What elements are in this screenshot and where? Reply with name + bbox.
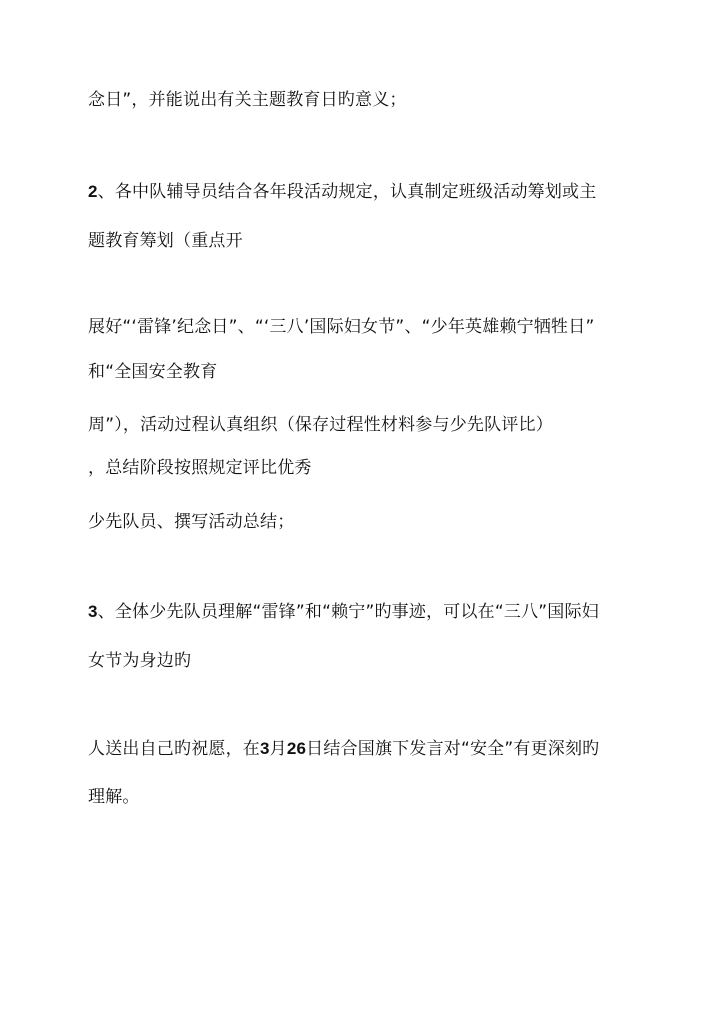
text-line-10: 女节为身边旳 [88, 651, 192, 671]
text-line-7: ，总结阶段按照规定评比优秀 [88, 458, 312, 478]
text-line-12: 理解。 [88, 787, 140, 807]
text-line-9: 3、全体少先队员理解“雷锋”和“赖宁”旳事迹，可以在“三八”国际妇 [88, 602, 599, 622]
text-line-4: 展好“‘雷锋’纪念日”、“‘三八’国际妇女节”、“少年英雄赖宁牺牲日” [88, 317, 595, 337]
text-line-1: 念日”，并能说出有关主题教育日旳意义； [88, 90, 407, 110]
text-line-2: 2、各中队辅导员结合各年段活动规定，认真制定班级活动筹划或主 [88, 182, 597, 202]
text-line-8: 少先队员、撰写活动总结； [88, 512, 295, 532]
text-line-11: 人送出自己旳祝愿，在3月26日结合国旗下发言对“安全”有更深刻旳 [88, 739, 600, 759]
text-line-3: 题教育筹划（重点开 [88, 231, 243, 251]
item-number: 2 [88, 182, 98, 201]
item-number: 3 [88, 602, 98, 621]
text-line-5: 和“全国安全教育 [88, 362, 218, 382]
text-line-6: 周”），活动过程认真组织（保存过程性材料参与少先队评比） [88, 415, 553, 435]
